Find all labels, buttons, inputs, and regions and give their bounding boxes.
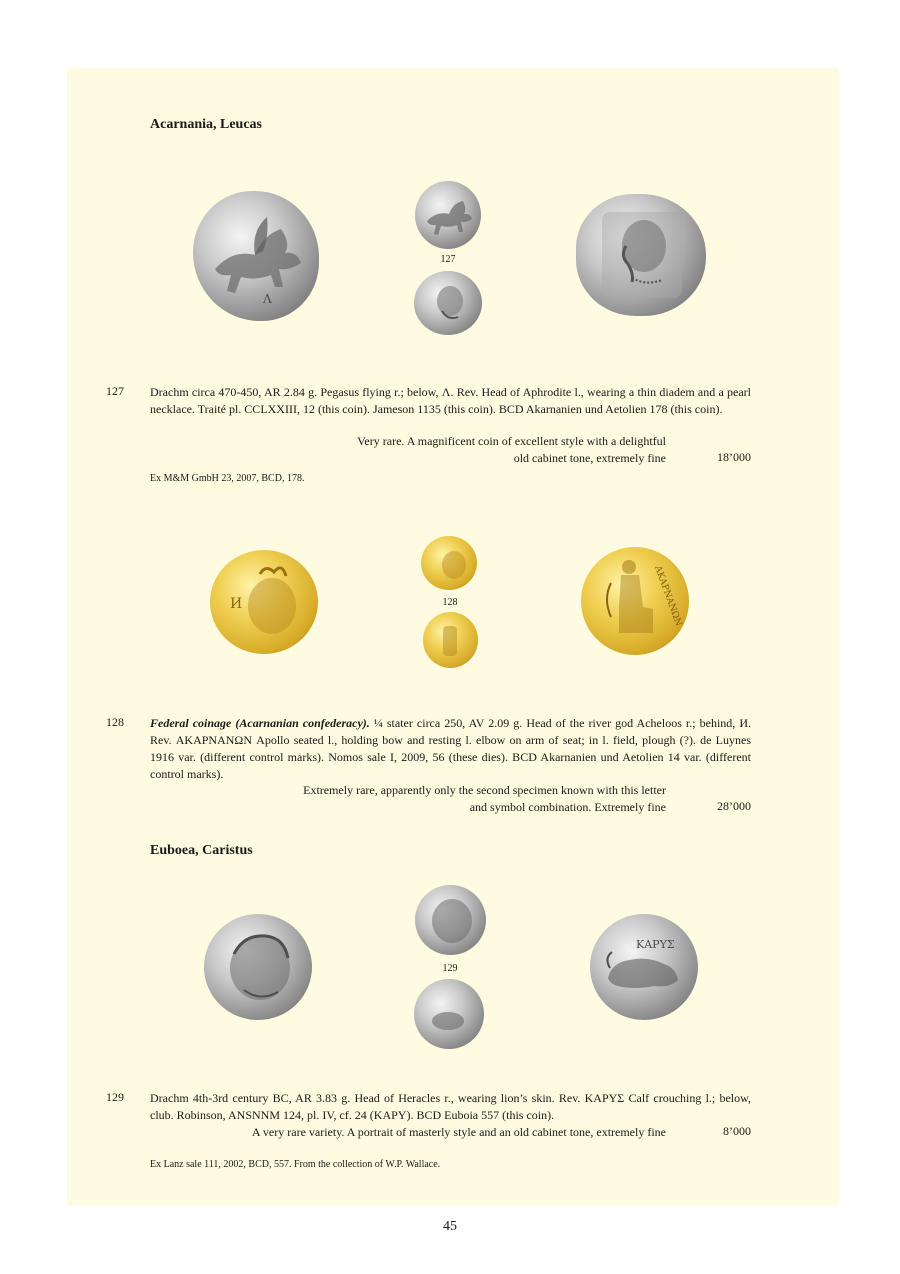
lot-128-obverse-enlarged (210, 550, 318, 654)
calf-crouching-icon (590, 914, 698, 1020)
svg-text:Λ: Λ (263, 292, 272, 306)
lot-127-description (150, 384, 751, 418)
lot-128-description-paragraph (150, 715, 751, 783)
section-title-leucas: Acarnania, Leucas (150, 117, 262, 132)
lot-127-reverse-enlarged (576, 194, 706, 316)
lot-128-rarity-line-1: Extremely rare, apparently only the second specimen known with this letter (303, 783, 666, 797)
lot-128-reverse-enlarged (581, 547, 689, 655)
apollo-seated-small-icon (423, 612, 478, 668)
lot-128-coin-legend: ΑΚΑΡΝΑΝΩΝ (652, 564, 684, 628)
lot-128-description (150, 715, 751, 783)
section-title-caristus: Euboea, Caristus (150, 843, 253, 858)
lot-129-obverse-actual (415, 885, 486, 955)
aphrodite-head-small-icon (414, 271, 482, 335)
lot-127-obverse-actual (415, 181, 481, 249)
lot-127-reverse-actual (414, 271, 482, 335)
page-number: 45 (443, 1219, 457, 1234)
apollo-seated-icon (581, 547, 689, 655)
lot-129-provenance: Ex Lanz sale 111, 2002, BCD, 557. From the collection of W.P. Wallace. (150, 1159, 441, 1170)
lot-128-number: 128 (106, 715, 124, 729)
pegasus-small-icon (415, 181, 481, 249)
svg-text:И: И (230, 596, 243, 612)
lot-129-number: 129 (106, 1090, 124, 1104)
lot-127-plate-label: 127 (440, 254, 456, 265)
lot-128-plate-label: 128 (442, 597, 458, 608)
lot-129-description-text: Drachm 4th-3rd century BC, AR 3.83 g. Head of Heracles r., wearing lion’s skin. Rev. ΚΑΡΥΣ Calf crouching l.; below, club. Robinson, ANSNNM 124, pl. IV, cf. 24 (ΚΑΡΥ). BCD Euboia 557 (this coin). (150, 1091, 751, 1122)
lot-129-price: 8’000 (723, 1124, 751, 1138)
lot-129-obverse-enlarged (204, 914, 312, 1020)
lot-129-description (150, 1090, 751, 1124)
pegasus-icon (193, 191, 319, 321)
lot-128-description-text: ¼ stater circa 250, AV 2.09 g. Head of the river god Acheloos r.; behind, И. Rev. ΑΚΑΡΝΑΝΩΝ Apollo seated l., holding bow and resting l. elbow on arm of seat; in l. field, plough (?). de Luynes 1916 var. (different control marks). Nomos sale I, 2009, 56 (these dies). BCD Akarnanien und Aetolien 14 var. (different control marks). (150, 716, 752, 781)
lot-129-reverse-enlarged (590, 914, 698, 1020)
lot-127-description-text: Drachm circa 470-450, AR 2.84 g. Pegasus flying r.; below, Λ. Rev. Head of Aphrodite l., wearing a thin diadem and a pearl necklace. Traité pl. CCLXXIII, 12 (this coin). Jameson 1135 (this coin). BCD Akarnanien und Aetolien 178 (this coin). (150, 385, 751, 416)
lot-127-rarity-line-1: Very rare. A magnificent coin of excellent style with a delightful (357, 434, 666, 448)
lot-129-plate-label: 129 (442, 963, 458, 974)
lot-127-provenance: Ex M&M GmbH 23, 2007, BCD, 178. (150, 473, 305, 484)
lot-127-price: 18’000 (717, 450, 751, 464)
calf-small-icon (414, 979, 484, 1049)
lot-129-rarity-line-1: A very rare variety. A portrait of masterly style and an old cabinet tone, extremely fine (251, 1125, 666, 1139)
lot-128-obverse-actual (421, 536, 477, 590)
lot-129-coin-legend: ΚΑΡΥΣ (636, 938, 675, 951)
acheloos-head-icon (210, 550, 318, 654)
heracles-head-icon (204, 914, 312, 1020)
heracles-head-small-icon (415, 885, 486, 955)
lot-128-price: 28’000 (717, 799, 751, 813)
aphrodite-head-icon (576, 194, 706, 316)
lot-127-rarity-line-2: old cabinet tone, extremely fine (513, 451, 666, 465)
acheloos-head-small-icon (421, 536, 477, 590)
lot-129-reverse-actual (414, 979, 484, 1049)
lot-127-number: 127 (106, 384, 124, 398)
lot-128-description-title: Federal coinage (Acarnanian confederacy). (150, 716, 370, 730)
lot-128-reverse-actual (423, 612, 478, 668)
lot-128-rarity-line-2: and symbol combination. Extremely fine (469, 800, 666, 814)
lot-127-obverse-enlarged (193, 191, 319, 321)
